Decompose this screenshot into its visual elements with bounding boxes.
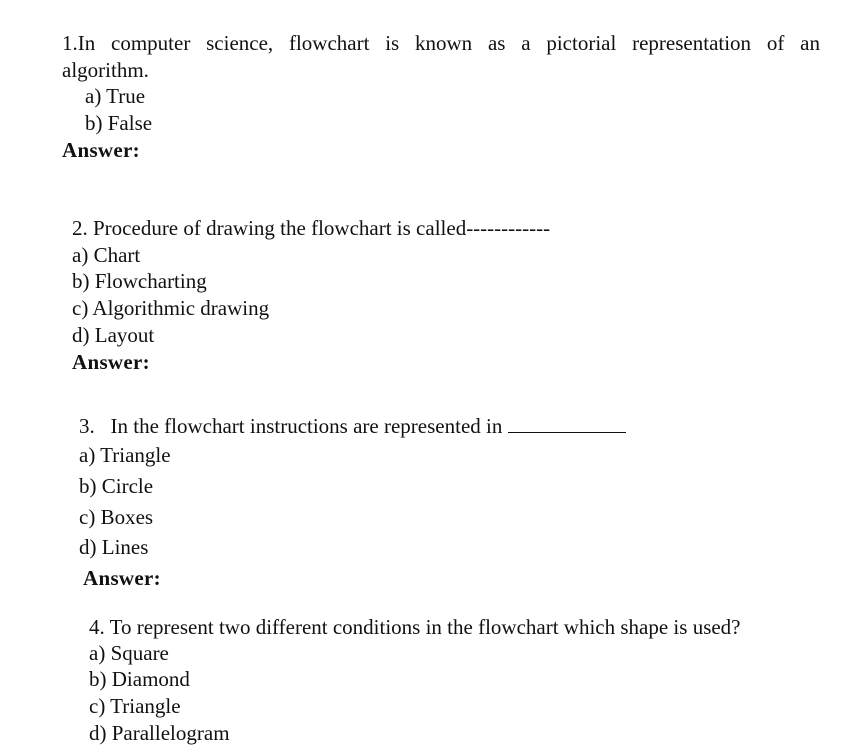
q4-option-c: c) Triangle [89, 694, 181, 718]
q2-option-d: d) Layout [72, 323, 155, 347]
q4-option-b: b) Diamond [89, 667, 190, 691]
q3-option-b: b) Circle [79, 474, 154, 498]
q1-word: pictorial [546, 31, 617, 55]
q3-option-d: d) Lines [79, 535, 149, 559]
q1-option-a: a) True [85, 84, 146, 108]
question-2-text: 2. Procedure of drawing the flowchart is called------------ [72, 216, 551, 240]
q4-option-d: d) Parallelogram [89, 721, 230, 745]
q1-word: 1.In [62, 31, 96, 55]
q1-word: as [487, 31, 506, 55]
q4-option-a: a) Square [89, 641, 169, 665]
q2-option-a: a) Chart [72, 243, 141, 267]
q3-option-c: c) Boxes [79, 505, 154, 529]
q3-option-a: a) Triangle [79, 443, 171, 467]
q1-word: a [521, 31, 531, 55]
q1-word: science, [206, 31, 274, 55]
q1-word: computer [111, 31, 191, 55]
question-1-text-line-1 [62, 33, 820, 54]
q1-word: an [800, 31, 820, 55]
q1-word: is [385, 31, 400, 55]
question-4-text: 4. To represent two different conditions in the flowchart which shape is used? [89, 615, 741, 639]
q1-word: known [415, 31, 473, 55]
q2-option-b: b) Flowcharting [72, 269, 207, 293]
q1-word: of [766, 31, 785, 55]
question-3-prompt: 3. In the flowchart instructions are represented in [79, 414, 503, 438]
q3-answer-label: Answer: [83, 566, 161, 590]
q2-option-c: c) Algorithmic drawing [72, 296, 270, 320]
q1-option-b: b) False [85, 111, 153, 135]
question-3-text [79, 414, 626, 437]
q1-word: flowchart [288, 31, 370, 55]
q1-word: representation [632, 31, 752, 55]
q2-answer-label: Answer: [72, 350, 150, 374]
question-1-text-line-2: algorithm. [62, 58, 149, 82]
answer-blank-line [508, 414, 626, 433]
q1-answer-label: Answer: [62, 138, 140, 162]
